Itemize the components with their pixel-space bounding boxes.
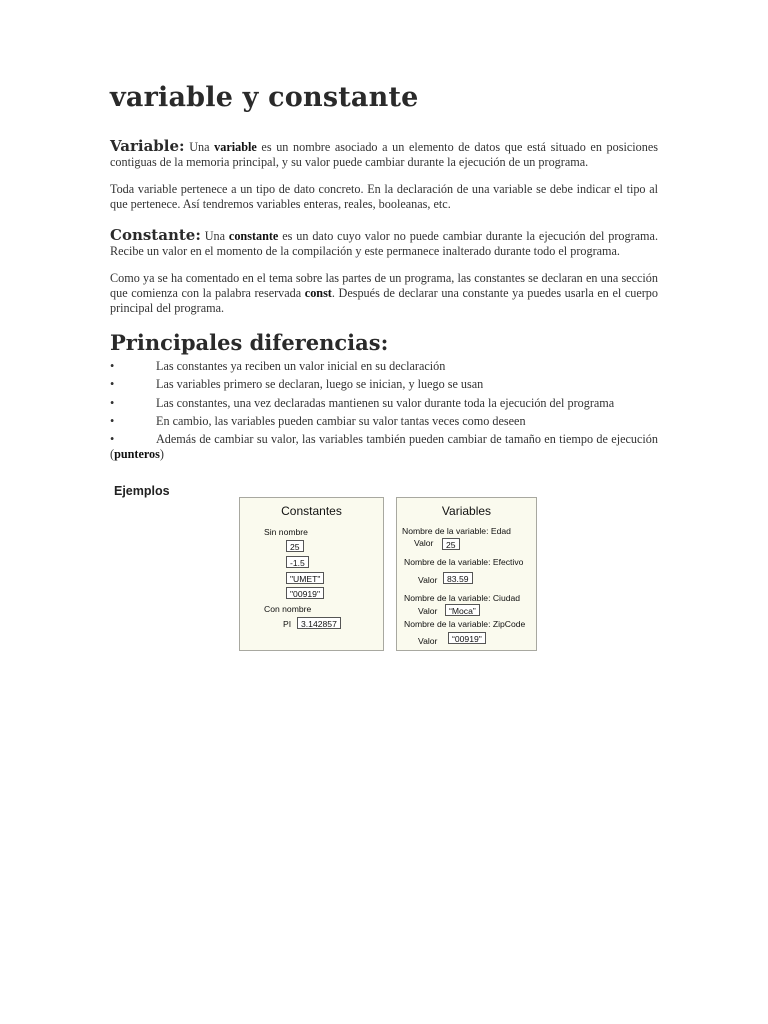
con-nombre-label: Con nombre xyxy=(264,604,312,614)
constante-term: constante xyxy=(228,229,279,243)
text-span: ) xyxy=(159,447,164,461)
constante-definition xyxy=(110,228,658,259)
variable-type-paragraph: Toda variable pertenece a un tipo de dato concreto. En la declaración de una variable se debe indicar el tipo al que pertenece. Así tendremos variables enteras, reales, booleanas, etc. xyxy=(110,182,658,211)
text-span: es un dato cuyo valor no puede cambiar durante la ejecución del programa. Recibe un valor en el momento de la compilación y este permanece inalterado durante todo el programa. xyxy=(110,229,658,258)
sin-nombre-label: Sin nombre xyxy=(264,527,308,537)
valor-label: Valor xyxy=(418,636,438,646)
variable-term: variable xyxy=(214,140,257,154)
text-span: Una xyxy=(200,229,229,243)
text-span: es un nombre asociado a un elemento de datos que está situado en posiciones contiguas de la memoria principal, y su valor puede cambiar durante la ejecución de un programa. xyxy=(110,140,658,169)
list-item-text: Las variables primero se declaran, luego se inician, y luego se usan xyxy=(156,377,484,391)
variables-panel xyxy=(396,497,537,651)
constant-value-box: "UMET" xyxy=(286,572,324,584)
variable-lead: Variable: xyxy=(110,137,185,155)
variable-value-box: “Moca” xyxy=(445,604,480,616)
variables-title: Variables xyxy=(441,504,492,518)
bullet-icon: • xyxy=(110,359,115,373)
pi-label: PI xyxy=(283,619,292,629)
differences-heading: Principales diferencias: xyxy=(110,330,389,355)
list-item-text: Las constantes ya reciben un valor inicial en su declaración xyxy=(156,359,446,373)
constant-value-box: -1.5 xyxy=(286,556,309,568)
bullet-icon: • xyxy=(110,396,115,410)
const-paragraph xyxy=(110,271,658,316)
text-span: Una xyxy=(184,140,215,154)
text-span: Además de cambiar su valor, las variables también pueden cambiar de tamaño en tiempo de ejecución ( xyxy=(110,432,658,461)
text-span: . Después de declarar una constante ya puedes usarla en el cuerpo principal del programa. xyxy=(110,286,658,315)
variable-name-label: Nombre de la variable: Edad xyxy=(402,526,511,536)
list-item-text: En cambio, las variables pueden cambiar su valor tantas veces como deseen xyxy=(156,414,526,428)
valor-label: Valor xyxy=(418,575,438,585)
constantes-panel xyxy=(239,497,384,651)
text-span: Como ya se ha comentado en el tema sobre las partes de un programa, las constantes se declaran en una sección que comienza con la palabra reservada xyxy=(110,271,658,300)
variable-definition xyxy=(110,139,658,170)
punteros-term: punteros xyxy=(114,447,160,461)
constantes-title: Constantes xyxy=(281,504,342,518)
variable-value-box: 25 xyxy=(442,538,460,550)
constant-value-box: 25 xyxy=(286,540,304,552)
variable-name-label: Nombre de la variable: Efectivo xyxy=(404,557,524,567)
bullet-icon: • xyxy=(110,414,115,428)
examples-label: Ejemplos xyxy=(114,484,170,498)
valor-label: Valor xyxy=(418,606,438,616)
list-item-text: Las constantes, una vez declaradas mantienen su valor durante toda la ejecución del programa xyxy=(156,396,615,410)
const-keyword: const xyxy=(304,286,332,300)
variable-value-box: 83.59 xyxy=(443,572,473,584)
variable-value-box: “00919" xyxy=(448,632,486,644)
bullet-icon: • xyxy=(110,432,115,446)
valor-label: Valor xyxy=(414,538,434,548)
page-title: variable y constante xyxy=(110,82,419,113)
constante-lead: Constante: xyxy=(110,226,201,244)
bullet-icon: • xyxy=(110,377,115,391)
pi-value-box: 3.142857 xyxy=(297,617,341,629)
variable-name-label: Nombre de la variable: ZipCode xyxy=(404,619,526,629)
list-item-text xyxy=(110,432,658,462)
variable-name-label: Nombre de la variable: Ciudad xyxy=(404,593,521,603)
list-item xyxy=(110,432,658,462)
constant-value-box: "00919" xyxy=(286,587,324,599)
